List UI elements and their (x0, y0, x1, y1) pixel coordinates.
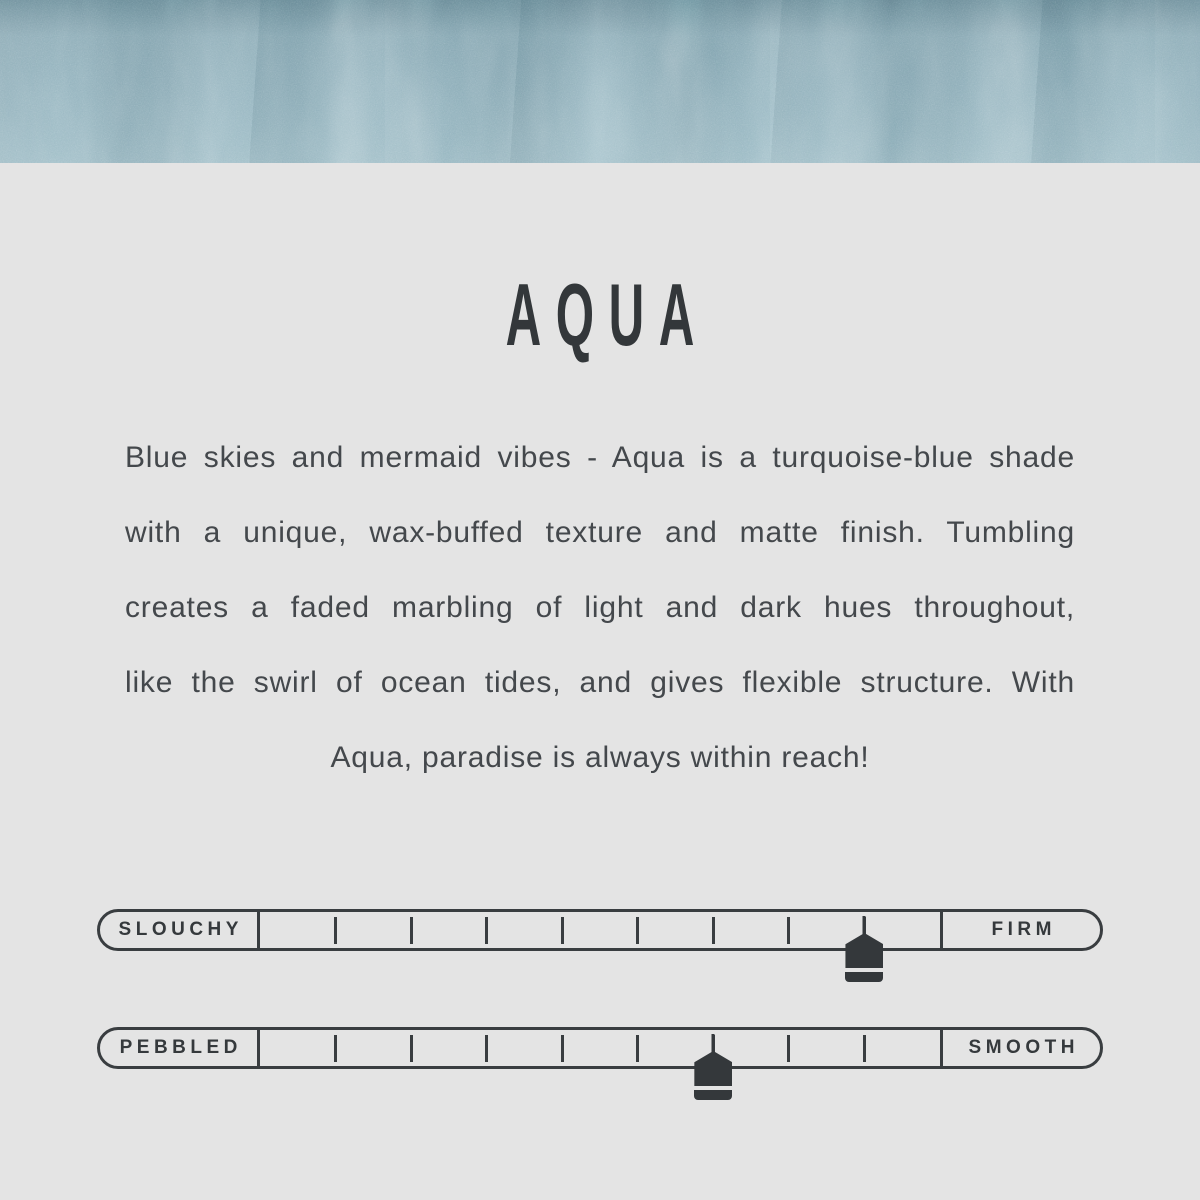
description-line: Aqua, paradise is always within reach! (330, 741, 870, 774)
structure-scale-left-label: SLOUCHY (100, 912, 260, 948)
scale-tick (410, 917, 413, 944)
scale-tick (561, 1035, 564, 1062)
scale-tick (712, 917, 715, 944)
scale-tick (334, 1035, 337, 1062)
structure-scale-right-label: FIRM (940, 912, 1100, 948)
marker-bar-icon (845, 972, 883, 982)
color-description (125, 420, 1075, 795)
marker-head-icon (694, 1051, 732, 1086)
scale-tick (636, 917, 639, 944)
description-line: Blue skies and mermaid vibes - Aqua is a turquoise-blue shade (125, 441, 1075, 474)
leather-grain-texture (0, 0, 1200, 163)
texture-scale (97, 1027, 1103, 1069)
scale-tick (410, 1035, 413, 1062)
structure-scale (97, 909, 1103, 951)
marker-head-icon (845, 933, 883, 968)
scale-tick (561, 917, 564, 944)
texture-scale-left-label: PEBBLED (100, 1030, 260, 1066)
structure-scale-marker (845, 912, 883, 983)
scale-tick (636, 1035, 639, 1062)
texture-scale-track (260, 1030, 940, 1066)
scale-tick (334, 917, 337, 944)
page-title: AQUA (505, 265, 709, 364)
description-line: creates a faded marbling of light and dark hues throughout, (125, 591, 1075, 624)
scale-tick (485, 917, 488, 944)
scale-tick (485, 1035, 488, 1062)
leather-swatch-banner (0, 0, 1200, 163)
marker-bar-icon (694, 1090, 732, 1100)
description-line: like the swirl of ocean tides, and gives flexible structure. With (125, 666, 1075, 699)
scale-tick (787, 1035, 790, 1062)
description-line: with a unique, wax-buffed texture and matte finish. Tumbling (125, 516, 1075, 549)
scale-tick (863, 1035, 866, 1062)
texture-scale-right-label: SMOOTH (940, 1030, 1100, 1066)
texture-scale-marker (694, 1030, 732, 1101)
scale-tick (787, 917, 790, 944)
structure-scale-track (260, 912, 940, 948)
